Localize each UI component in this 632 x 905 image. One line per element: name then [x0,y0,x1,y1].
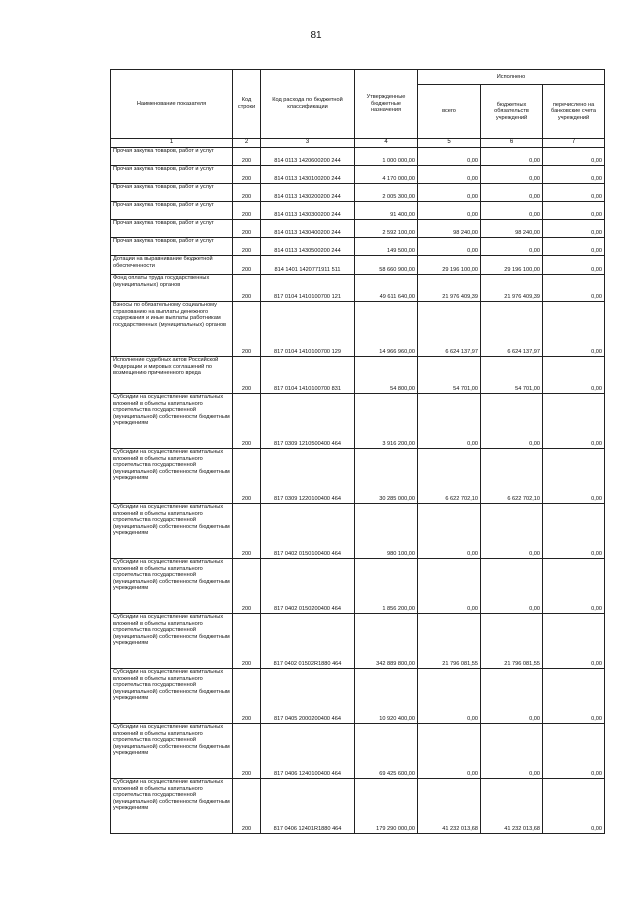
budget-classification-code: 817 0309 1210500400 464 [261,394,355,449]
column-number: 6 [481,139,543,148]
approved-amount: 49 611 640,00 [355,275,418,302]
row-code: 200 [233,394,261,449]
executed-budget-institutions: 41 232 013,68 [481,779,543,834]
indicator-name: Взносы по обязательному социальному страхованию на выплаты денежного содержания и иные выплаты работникам государственных (муниципальных) органов [111,302,233,357]
table-row [111,394,605,449]
row-code: 200 [233,184,261,202]
column-number: 3 [261,139,355,148]
transferred-bank-accounts: 0,00 [543,357,605,394]
row-code: 200 [233,779,261,834]
header-row-code: Код строки [233,70,261,139]
header-approved: Утвержденные бюджетные назначения [355,70,418,139]
header-bank-accounts: перечислено на банковские счета учреждений [543,85,605,139]
table-row [111,238,605,256]
executed-total: 0,00 [418,202,481,220]
executed-total: 0,00 [418,394,481,449]
executed-total: 98 240,00 [418,220,481,238]
indicator-name: Субсидии на осуществление капитальных вложений в объекты капитального строительства государственной (муниципальной) собственности бюджетным учреждениям [111,724,233,779]
executed-total: 0,00 [418,238,481,256]
indicator-name: Субсидии на осуществление капитальных вложений в объекты капитального строительства государственной (муниципальной) собственности бюджетным учреждениям [111,394,233,449]
indicator-name: Субсидии на осуществление капитальных вложений в объекты капитального строительства государственной (муниципальной) собственности бюджетным учреждениям [111,449,233,504]
approved-amount: 2 005 300,00 [355,184,418,202]
row-code: 200 [233,202,261,220]
executed-total: 6 624 137,97 [418,302,481,357]
column-number: 4 [355,139,418,148]
table-row [111,220,605,238]
approved-amount: 2 592 100,00 [355,220,418,238]
table-row [111,504,605,559]
executed-total: 0,00 [418,669,481,724]
executed-budget-institutions: 0,00 [481,148,543,166]
indicator-name: Субсидии на осуществление капитальных вложений в объекты капитального строительства государственной (муниципальной) собственности бюджетным учреждениям [111,779,233,834]
budget-classification-code: 817 0104 1410100700 129 [261,302,355,357]
budget-classification-code: 817 0104 1410100700 121 [261,275,355,302]
executed-total: 21 976 409,39 [418,275,481,302]
page-number: 81 [310,30,322,41]
row-code: 200 [233,669,261,724]
executed-total: 6 622 702,10 [418,449,481,504]
indicator-name: Дотации на выравнивание бюджетной обеспеченности [111,256,233,275]
table-row [111,779,605,834]
indicator-name: Прочая закупка товаров, работ и услуг [111,148,233,166]
executed-budget-institutions: 98 240,00 [481,220,543,238]
table-body [111,148,605,834]
budget-classification-code: 817 0402 01502R1880 464 [261,614,355,669]
approved-amount: 10 920 400,00 [355,669,418,724]
transferred-bank-accounts: 0,00 [543,504,605,559]
column-number: 1 [111,139,233,148]
indicator-name: Прочая закупка товаров, работ и услуг [111,238,233,256]
executed-budget-institutions: 54 701,00 [481,357,543,394]
transferred-bank-accounts: 0,00 [543,148,605,166]
approved-amount: 179 290 000,00 [355,779,418,834]
executed-budget-institutions: 0,00 [481,202,543,220]
row-code: 200 [233,614,261,669]
executed-total: 29 196 100,00 [418,256,481,275]
approved-amount: 1 000 000,00 [355,148,418,166]
row-code: 200 [233,724,261,779]
executed-total: 54 701,00 [418,357,481,394]
transferred-bank-accounts: 0,00 [543,724,605,779]
header-name: Наименование показателя [111,70,233,139]
column-number: 2 [233,139,261,148]
budget-classification-code: 814 0113 1420600200 244 [261,148,355,166]
executed-budget-institutions: 0,00 [481,166,543,184]
table-row [111,256,605,275]
executed-budget-institutions: 29 196 100,00 [481,256,543,275]
budget-classification-code: 814 0113 1430500200 244 [261,238,355,256]
executed-budget-institutions: 0,00 [481,559,543,614]
transferred-bank-accounts: 0,00 [543,449,605,504]
table-row [111,669,605,724]
executed-budget-institutions: 6 624 137,97 [481,302,543,357]
executed-budget-institutions: 21 796 081,55 [481,614,543,669]
executed-budget-institutions: 0,00 [481,669,543,724]
indicator-name: Прочая закупка товаров, работ и услуг [111,220,233,238]
column-number: 5 [418,139,481,148]
table-row [111,202,605,220]
indicator-name: Фонд оплаты труда государственных (муниципальных) органов [111,275,233,302]
executed-budget-institutions: 0,00 [481,394,543,449]
transferred-bank-accounts: 0,00 [543,669,605,724]
budget-classification-code: 817 0402 0150200400 464 [261,559,355,614]
transferred-bank-accounts: 0,00 [543,184,605,202]
budget-classification-code: 814 1401 1420771911 511 [261,256,355,275]
indicator-name: Исполнение судебных актов Российской Федерации и мировых соглашений по возмещению причиненного вреда [111,357,233,394]
transferred-bank-accounts: 0,00 [543,779,605,834]
budget-classification-code: 814 0113 1430300200 244 [261,202,355,220]
table-row [111,148,605,166]
row-code: 200 [233,166,261,184]
table-row [111,449,605,504]
transferred-bank-accounts: 0,00 [543,202,605,220]
budget-classification-code: 817 0406 1240100400 464 [261,724,355,779]
row-code: 200 [233,449,261,504]
row-code: 200 [233,357,261,394]
indicator-name: Прочая закупка товаров, работ и услуг [111,202,233,220]
executed-total: 0,00 [418,504,481,559]
transferred-bank-accounts: 0,00 [543,256,605,275]
indicator-name: Субсидии на осуществление капитальных вложений в объекты капитального строительства государственной (муниципальной) собственности бюджетным учреждениям [111,669,233,724]
budget-classification-code: 817 0402 0150100400 464 [261,504,355,559]
budget-classification-code: 817 0406 12401R1880 464 [261,779,355,834]
budget-classification-code: 814 0113 1430100200 244 [261,166,355,184]
row-code: 200 [233,238,261,256]
budget-execution-table [110,69,605,834]
table-row [111,724,605,779]
approved-amount: 54 800,00 [355,357,418,394]
header-total: всего [418,85,481,139]
row-code: 200 [233,504,261,559]
row-code: 200 [233,220,261,238]
indicator-name: Субсидии на осуществление капитальных вложений в объекты капитального строительства государственной (муниципальной) собственности бюджетным учреждениям [111,504,233,559]
approved-amount: 1 856 200,00 [355,559,418,614]
budget-classification-code: 814 0113 1430400200 244 [261,220,355,238]
transferred-bank-accounts: 0,00 [543,220,605,238]
executed-budget-institutions: 6 622 702,10 [481,449,543,504]
row-code: 200 [233,148,261,166]
approved-amount: 58 660 900,00 [355,256,418,275]
executed-budget-institutions: 21 976 409,39 [481,275,543,302]
row-code: 200 [233,256,261,275]
transferred-bank-accounts: 0,00 [543,394,605,449]
budget-classification-code: 817 0309 1220100400 464 [261,449,355,504]
executed-total: 41 232 013,68 [418,779,481,834]
approved-amount: 14 966 960,00 [355,302,418,357]
row-code: 200 [233,302,261,357]
row-code: 200 [233,275,261,302]
table-row [111,184,605,202]
executed-total: 0,00 [418,166,481,184]
approved-amount: 69 425 600,00 [355,724,418,779]
header-budget-code: Код расхода по бюджетной классификации [261,70,355,139]
transferred-bank-accounts: 0,00 [543,238,605,256]
indicator-name: Субсидии на осуществление капитальных вложений в объекты капитального строительства государственной (муниципальной) собственности бюджетным учреждениям [111,614,233,669]
header-budget-inst: бюджетных обязательств учреждений [481,85,543,139]
approved-amount: 91 400,00 [355,202,418,220]
executed-total: 21 796 081,55 [418,614,481,669]
table-row [111,275,605,302]
transferred-bank-accounts: 0,00 [543,614,605,669]
table-row [111,614,605,669]
column-number: 7 [543,139,605,148]
executed-budget-institutions: 0,00 [481,184,543,202]
transferred-bank-accounts: 0,00 [543,559,605,614]
executed-budget-institutions: 0,00 [481,238,543,256]
executed-budget-institutions: 0,00 [481,724,543,779]
transferred-bank-accounts: 0,00 [543,166,605,184]
executed-total: 0,00 [418,148,481,166]
budget-classification-code: 814 0113 1430200200 244 [261,184,355,202]
executed-budget-institutions: 0,00 [481,504,543,559]
indicator-name: Прочая закупка товаров, работ и услуг [111,166,233,184]
executed-total: 0,00 [418,559,481,614]
indicator-name: Прочая закупка товаров, работ и услуг [111,184,233,202]
approved-amount: 30 285 000,00 [355,449,418,504]
table-row [111,559,605,614]
budget-classification-code: 817 0104 1410100700 831 [261,357,355,394]
executed-total: 0,00 [418,184,481,202]
approved-amount: 4 170 000,00 [355,166,418,184]
table-row [111,302,605,357]
approved-amount: 980 100,00 [355,504,418,559]
header-executed: Исполнено [418,70,605,85]
executed-total: 0,00 [418,724,481,779]
transferred-bank-accounts: 0,00 [543,275,605,302]
table-row [111,357,605,394]
approved-amount: 342 889 800,00 [355,614,418,669]
table-row [111,166,605,184]
approved-amount: 3 916 200,00 [355,394,418,449]
approved-amount: 149 500,00 [355,238,418,256]
budget-classification-code: 817 0405 2000200400 464 [261,669,355,724]
indicator-name: Субсидии на осуществление капитальных вложений в объекты капитального строительства государственной (муниципальной) собственности бюджетным учреждениям [111,559,233,614]
transferred-bank-accounts: 0,00 [543,302,605,357]
row-code: 200 [233,559,261,614]
